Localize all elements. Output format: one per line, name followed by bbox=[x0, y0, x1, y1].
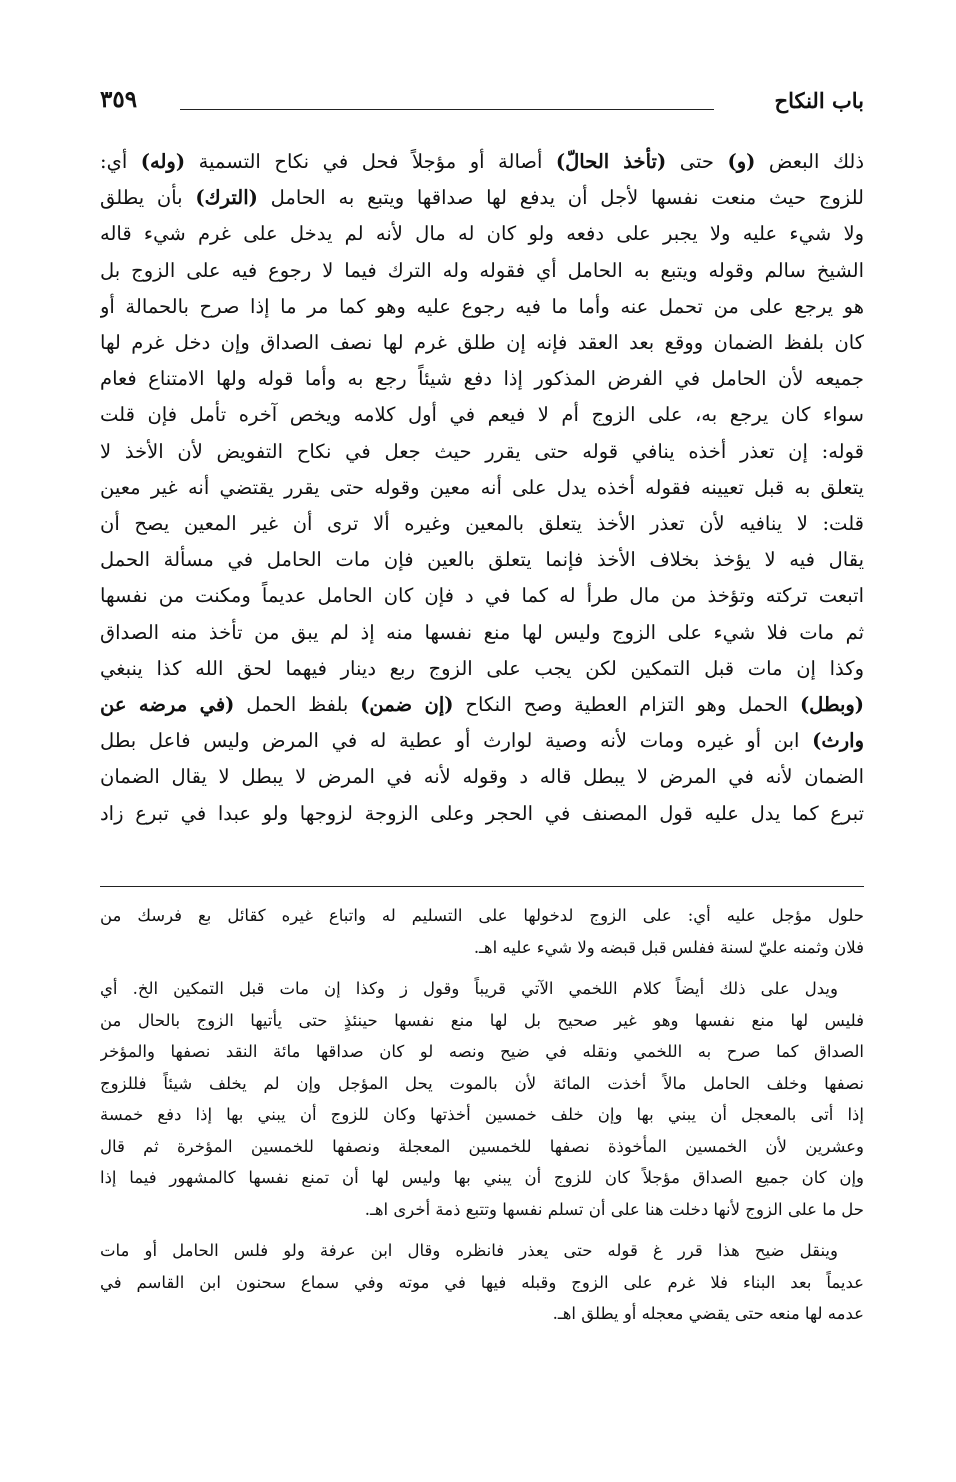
main-text-body bbox=[100, 144, 864, 832]
footnote-line: وينقل ضيح هذا قرر غ قوله حتى يعذر فانظره وقال ابن عرفة ولو فلس الحامل أو مات bbox=[100, 1241, 838, 1260]
matn-quote: (تأخذ الحالّ) bbox=[555, 150, 667, 173]
main-text-line bbox=[100, 361, 864, 397]
commentary-text: أصالة أو مؤجلاً فحل في نكاح التسمية bbox=[185, 150, 556, 173]
footnote-line: إذا أتى بالمعجل أن يبني بها وإن خلف خمسين أخذتها وكان للزوج أن يبني بها إذا دفع خمسة bbox=[100, 1105, 864, 1124]
main-text-line bbox=[100, 542, 864, 578]
commentary-text: تبرع كما يدل عليه قول المصنف في الحجر وعلى الزوجة لزوجها ولو عبدا في تبرع زاد bbox=[100, 801, 864, 825]
main-text-line bbox=[100, 216, 864, 252]
matn-quote: (و) bbox=[727, 150, 756, 173]
running-header bbox=[100, 84, 864, 124]
commentary-text: بلفظ الحمل bbox=[234, 693, 361, 717]
commentary-text: ذلك البعض bbox=[755, 150, 864, 173]
commentary-text: كان بلفظ الضمان ووقع بعد العقد فإنه إن طلق غرم لها نصف الصداق وإن دخل غرم لها bbox=[100, 331, 864, 355]
footnote-line: وإن كان جميع الصداق مؤجلاً كان للزوج أن يبني بها وليس لها أن تمنع نفسها كالمشهور فيما إذا bbox=[100, 1168, 864, 1187]
commentary-text: اتبعت تركته وتؤخذ من مال طرأ له كما في د فإن كان الحامل عديماً ومكنت من نفسها bbox=[100, 584, 864, 608]
main-text-line bbox=[100, 651, 864, 687]
commentary-text: وكذا إن مات قبل التمكين لكن يجب على الزوج ربع دينار فيهما لحق الله كذا ينبغي bbox=[100, 656, 864, 680]
commentary-text: قلت: لا ينافيه لأن تعذر الأخذ يتعلق بالمعين وغيره ألا ترى أن غير المعين يصح أن bbox=[100, 512, 864, 536]
matn-quote: (وله) bbox=[140, 150, 186, 173]
header-rule bbox=[180, 109, 714, 110]
commentary-text: الشيخ سالم وقوله ويتبع به الحامل أي فقوله وله الترك فيما لا رجوع فيه على الزوج بل bbox=[100, 258, 864, 282]
commentary-text: حتى bbox=[666, 150, 728, 173]
main-text-line bbox=[100, 180, 864, 216]
matn-quote: (إن ضمن) bbox=[360, 693, 454, 717]
commentary-text: ثم مات فلا شيء على الزوج وليس لها منع نفسها منه إذ لم يبق من تأخذ منه الصداق bbox=[100, 620, 864, 644]
main-text-line bbox=[100, 796, 864, 832]
main-text-line bbox=[100, 289, 864, 325]
main-text-line bbox=[100, 397, 864, 433]
footnote-line: عديماً بعد البناء فلا غرم على الزوج وقبله فيها في موته وفي سماع سحنون ابن القاسم في bbox=[100, 1272, 864, 1292]
commentary-text: يقال فيه لا يؤخذ بخلاف الأخذ فإنما يتعلق بالعين فإن مات الحامل في مسألة الحمل bbox=[100, 548, 864, 572]
footnote-paragraph bbox=[100, 900, 864, 963]
footnote-line: فلان وثمنه عليّ لسنة ففلس قبل قبضه ولا شيء عليه اهـ. bbox=[473, 937, 864, 957]
footnote-paragraph bbox=[100, 973, 864, 1225]
commentary-text: ابن أو غيره ومات لأنه وصية لوارث أو عطية له في المرض وليس فاعل بطل bbox=[100, 729, 813, 753]
main-text-line bbox=[100, 759, 864, 795]
commentary-text: للزوج حيث منعت نفسها لأجل أن يدفع لها صداقها ويتبع به الحامل bbox=[257, 186, 864, 210]
main-text-line bbox=[100, 470, 864, 506]
footnote-line: حلول مؤجل عليه أي: على الزوج لدخولها على التسليم له واتباع غيره كقائل بع فرسك من bbox=[100, 906, 864, 925]
matn-quote: (في مرضه عن bbox=[100, 693, 235, 717]
page-number: ٣٥٩ bbox=[100, 86, 138, 113]
footnote-line: نصفها وخلف الحامل مالاً أخذت المائة لأن بالموت يحل المؤجل وإن لم يخلف شيئاً فللزوج bbox=[100, 1073, 864, 1093]
footnote-line: عدمه لها منعه حتى يقضي معجله أو يطلق اهـ. bbox=[552, 1304, 864, 1323]
main-text-line bbox=[100, 687, 864, 723]
matn-quote: (الترك) bbox=[195, 186, 258, 210]
matn-quote: (وبطل) bbox=[799, 693, 864, 717]
footnotes-section bbox=[100, 900, 864, 1340]
main-text-line bbox=[100, 723, 864, 759]
main-text-line bbox=[100, 325, 864, 361]
footnote-line: فليس لها منع نفسها وهو غير صحيح بل لها منع نفسها حينئذٍ حتى يأتيها الزوج بالحال من bbox=[100, 1010, 864, 1030]
commentary-text: سواء كان يرجع به، على الزوج أم لا فيعم في أول كلامه ويخص آخره تأمل فإن قلت bbox=[100, 403, 864, 427]
commentary-text: هو يرجع على من تحمل عنه وأما ما فيه رجوع عليه وهو كما مر ما إذا صرح بالحمالة أو bbox=[100, 294, 864, 318]
commentary-text: قوله: إن تعذر أخذه ينافي قوله حتى يقرر حيث جعل في نكاح التفويض لأن الأخذ لا bbox=[100, 439, 864, 463]
main-text-line bbox=[100, 253, 864, 289]
commentary-text: بأن يطلق bbox=[100, 186, 196, 210]
main-text-line bbox=[100, 578, 864, 614]
matn-quote: وارث) bbox=[812, 729, 864, 753]
commentary-text: ولا شيء عليه ولا يجبر على دفعه ولو كان له مال لأنه لم يدخل على غرم شيء قاله bbox=[100, 222, 864, 246]
footnote-line: وعشرين لأن الخمسين المأخوذة نصفها للخمسين المعجلة ونصفها للخمسين المؤخرة ثم قال bbox=[100, 1136, 864, 1156]
footnote-line: حل ما على الزوج لأنها دخلت هنا على أن تسلم نفسها وتتبع ذمة أخرى اهـ. bbox=[364, 1199, 864, 1219]
commentary-text: جميعه لأن الحامل في الفرض المذكور إذا دفع شيئاً رجع به وأما قوله ولها الامتناع فعام bbox=[100, 367, 864, 391]
chapter-title: باب النكاح bbox=[774, 88, 864, 113]
main-text-line bbox=[100, 434, 864, 470]
main-text-line bbox=[100, 506, 864, 542]
footnote-separator bbox=[100, 886, 864, 887]
commentary-text: أي: bbox=[100, 150, 141, 173]
commentary-text: يتعلق به قبل تعيينه فقوله أخذه يدل على أنه معين وقوله حتى يقرر يقتضي أنه غير معين bbox=[100, 475, 864, 499]
footnote-line: الصداق كما صرح به اللخمي ونقله في ضيح ونصه لو كان صداقها مائة النقد نصفها والمؤخر bbox=[100, 1042, 864, 1061]
main-text-line bbox=[100, 144, 864, 180]
main-text-line bbox=[100, 615, 864, 651]
footnote-paragraph bbox=[100, 1235, 864, 1330]
commentary-text: الحمل وهو التزام العطية وصح النكاح bbox=[453, 693, 800, 717]
footnote-line: ويدل على ذلك أيضاً كلام اللخمي الآتي قريباً وقول ز وكذا إن مات قبل التمكين الخ. أي bbox=[100, 979, 838, 998]
commentary-text: الضمان لأنه في المرض لا يبطل قاله د وقوله لأنه في المرض لا يبطل لا يقال الضمان bbox=[100, 765, 864, 789]
